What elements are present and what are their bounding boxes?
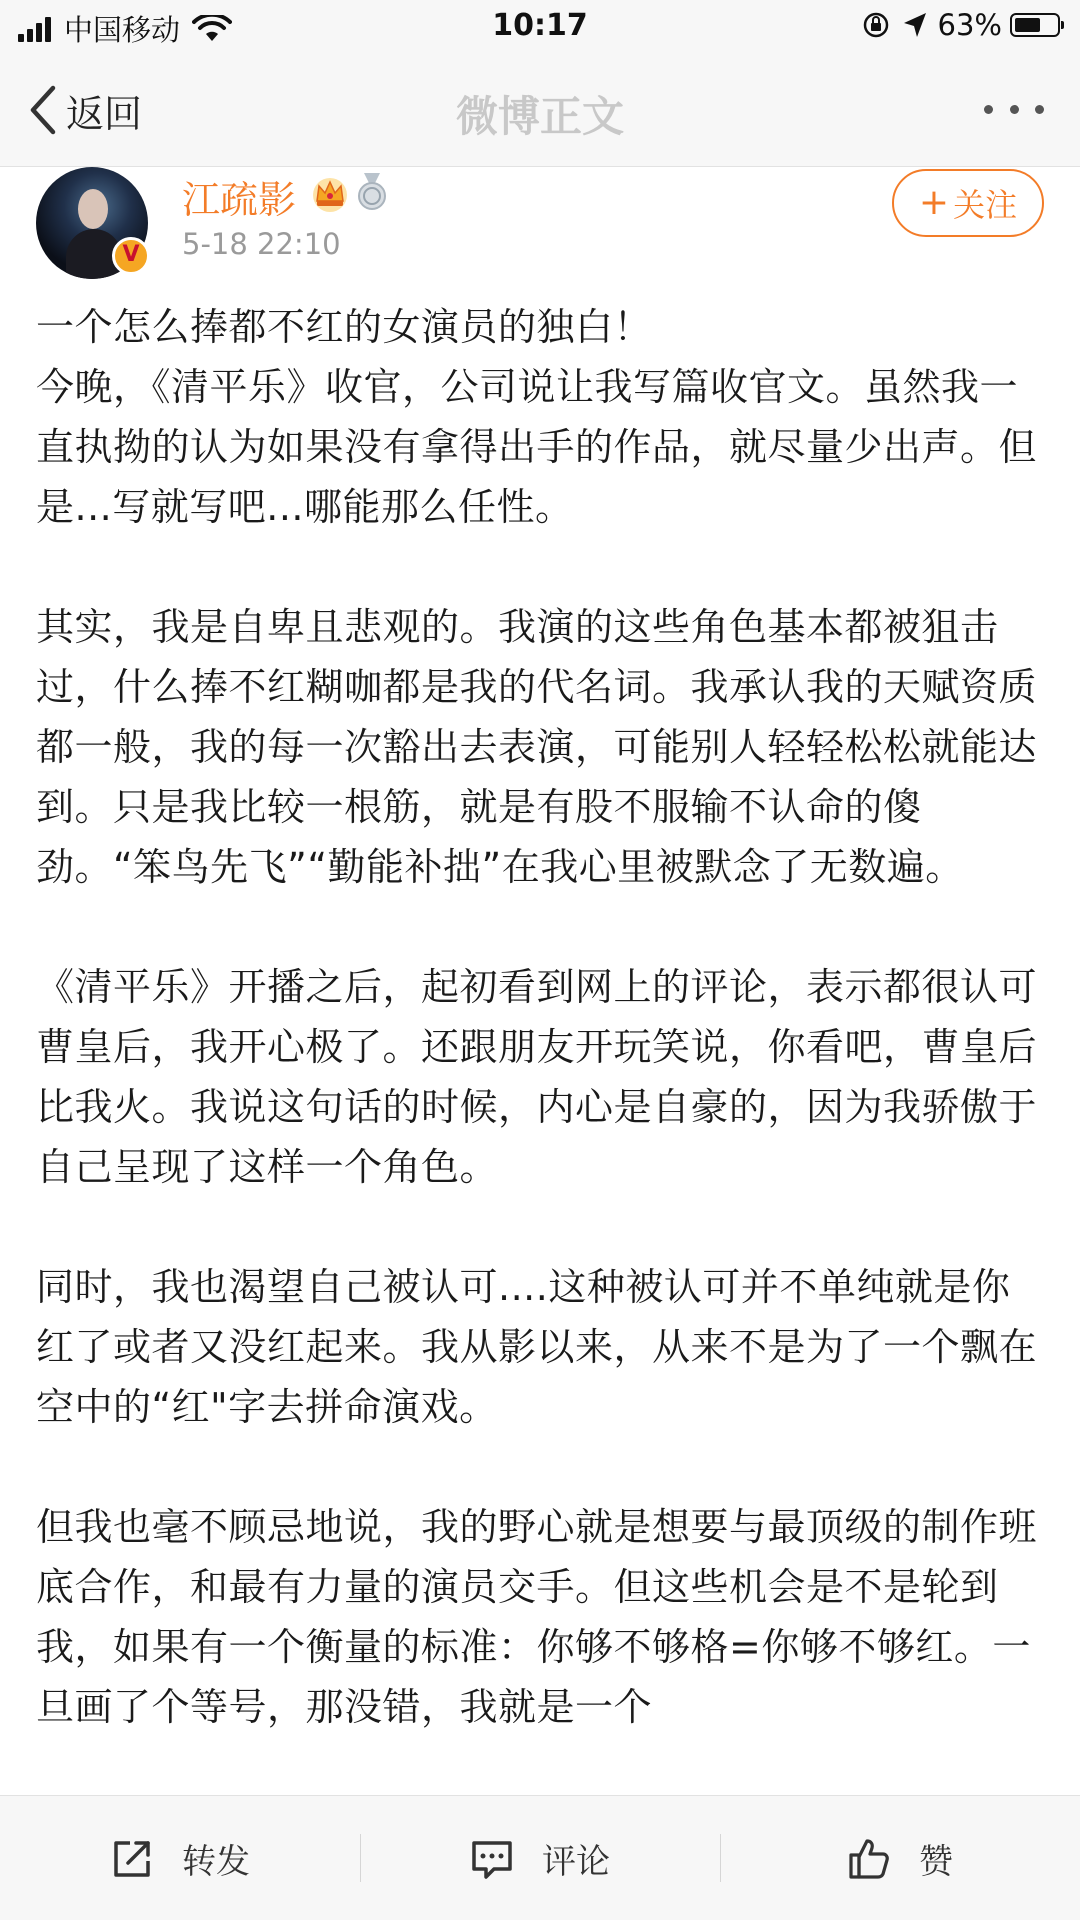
plus-icon: + bbox=[918, 182, 950, 223]
post-paragraph: 一个怎么捧都不红的女演员的独白！ bbox=[36, 305, 653, 349]
status-right bbox=[862, 8, 1060, 42]
status-time: 10:17 bbox=[492, 8, 588, 43]
post-paragraph: 《清平乐》开播之后，起初看到网上的评论，表示都很认可曹皇后，我开心极了。还跟朋友开玩笑说，你看吧，曹皇后比我火。我说这句话的时候，内心是自豪的，因为我骄傲于自己呈现了这样一个角色。 bbox=[36, 965, 1038, 1189]
post-paragraph: 但我也毫不顾忌地说，我的野心就是想要与最顶级的制作班底合作，和最有力量的演员交手。但这些机会是不是轮到我，如果有一个衡量的标准：你够不够格=你够不够红。一旦画了个等号，那没错，我就是一个 bbox=[36, 1505, 1038, 1729]
nav-bar bbox=[0, 54, 1080, 167]
more-dot-icon bbox=[1010, 105, 1019, 114]
follow-label: 关注 bbox=[953, 186, 1018, 224]
location-arrow-icon bbox=[902, 11, 928, 39]
avatar-face bbox=[78, 189, 108, 229]
post-paragraph: 同时，我也渴望自己被认可....这种被认可并不单纯就是你红了或者又没红起来。我从影以来，从来不是为了一个飘在空中的“红"字去拼命演戏。 bbox=[36, 1265, 1038, 1429]
like-button[interactable] bbox=[720, 1796, 1080, 1920]
back-label: 返回 bbox=[66, 91, 143, 136]
author-name[interactable]: 江疏影 bbox=[182, 178, 297, 222]
more-dot-icon bbox=[984, 105, 993, 114]
post-content bbox=[36, 297, 1048, 1793]
bottom-toolbar bbox=[0, 1795, 1080, 1920]
thumbs-up-icon bbox=[847, 1837, 891, 1881]
repost-label: 转发 bbox=[182, 1842, 250, 1882]
page-title: 微博正文 bbox=[455, 92, 624, 141]
comment-button[interactable] bbox=[360, 1796, 720, 1920]
share-icon bbox=[110, 1837, 154, 1881]
author-header bbox=[0, 167, 1080, 277]
paragraph-gap bbox=[36, 897, 1048, 957]
post-time: 5-18 22:10 bbox=[182, 227, 341, 261]
crown-icon bbox=[310, 173, 350, 213]
carrier-name: 中国移动 bbox=[64, 13, 181, 47]
battery-fill bbox=[1015, 18, 1040, 32]
paragraph-gap bbox=[36, 537, 1048, 597]
status-bar bbox=[0, 0, 1080, 54]
comment-icon bbox=[470, 1837, 514, 1881]
paragraph-gap bbox=[36, 1197, 1048, 1257]
orientation-lock-icon bbox=[862, 11, 890, 39]
verified-badge-icon: V bbox=[112, 237, 150, 275]
more-button[interactable] bbox=[984, 94, 1044, 124]
follow-button[interactable] bbox=[892, 169, 1044, 237]
comment-label: 评论 bbox=[542, 1842, 610, 1882]
post-paragraph: 其实，我是自卑且悲观的。我演的这些角色基本都被狙击过，什么捧不红糊咖都是我的代名词。我承认我的天赋资质都一般，我的每一次豁出去表演，可能别人轻轻松松就能达到。只是我比较一根筋，就是有股不服输不认命的傻劲。“笨鸟先飞”“勤能补拙”在我心里被默念了无数遍。 bbox=[36, 605, 1038, 889]
more-dot-icon bbox=[1035, 105, 1044, 114]
repost-button[interactable] bbox=[0, 1796, 360, 1920]
like-label: 赞 bbox=[919, 1842, 953, 1882]
battery-percent: 63% bbox=[937, 8, 1002, 42]
medal-icon bbox=[354, 171, 390, 211]
battery-icon bbox=[1010, 13, 1060, 37]
post-paragraph: 今晚，《清平乐》收官，公司说让我写篇收官文。虽然我一直执拗的认为如果没有拿得出手的作品，就尽量少出声。但是...写就写吧...哪能那么任性。 bbox=[36, 365, 1038, 529]
paragraph-gap bbox=[36, 1437, 1048, 1497]
